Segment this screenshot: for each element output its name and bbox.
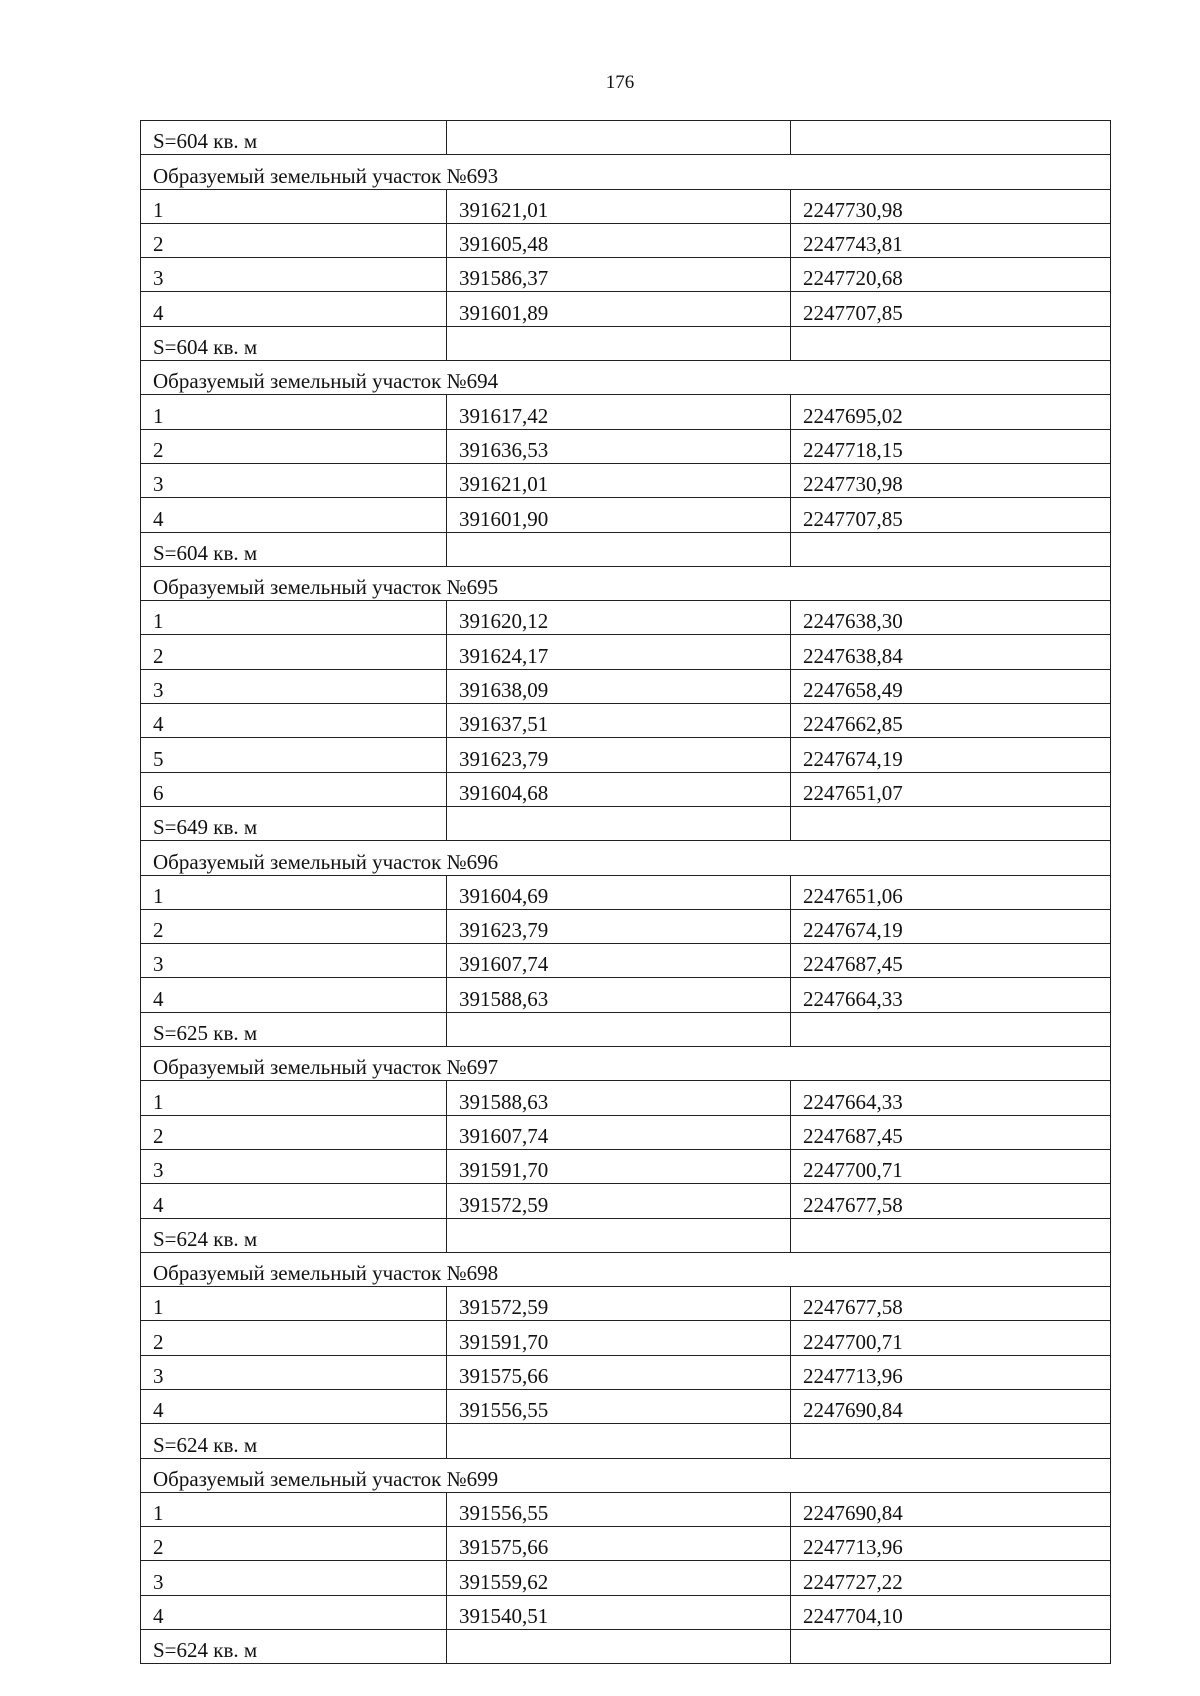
- point-number: 1: [141, 601, 447, 635]
- y-coordinate: 2247718,15: [791, 429, 1111, 463]
- y-coordinate: 2247674,19: [791, 909, 1111, 943]
- page-number: 176: [605, 72, 635, 93]
- coordinates-table-body: [141, 121, 1111, 1664]
- y-coordinate: 2247662,85: [791, 704, 1111, 738]
- y-coordinate: 2247638,30: [791, 601, 1111, 635]
- area-value: S=604 кв. м: [141, 532, 447, 566]
- y-coordinate: 2247651,06: [791, 875, 1111, 909]
- y-coordinate: 2247658,49: [791, 669, 1111, 703]
- y-coordinate: 2247690,84: [791, 1389, 1111, 1423]
- plot-heading-row: [141, 841, 1111, 875]
- coordinate-row: [141, 669, 1111, 703]
- coordinate-row: [141, 1527, 1111, 1561]
- plot-heading-row: [141, 1047, 1111, 1081]
- point-number: 2: [141, 429, 447, 463]
- area-value: S=604 кв. м: [141, 121, 447, 155]
- area-value: S=624 кв. м: [141, 1630, 447, 1664]
- y-coordinate: 2247730,98: [791, 463, 1111, 497]
- plot-heading-row: [141, 566, 1111, 600]
- empty-cell: [791, 1630, 1111, 1664]
- coordinate-row: [141, 223, 1111, 257]
- plot-heading: Образуемый земельный участок №696: [141, 841, 1111, 875]
- x-coordinate: 391607,74: [447, 944, 791, 978]
- empty-cell: [791, 1424, 1111, 1458]
- coordinate-row: [141, 601, 1111, 635]
- coordinate-row: [141, 978, 1111, 1012]
- point-number: 2: [141, 1115, 447, 1149]
- y-coordinate: 2247674,19: [791, 738, 1111, 772]
- point-number: 1: [141, 189, 447, 223]
- coordinate-row: [141, 1287, 1111, 1321]
- point-number: 2: [141, 223, 447, 257]
- point-number: 4: [141, 498, 447, 532]
- area-value: S=604 кв. м: [141, 326, 447, 360]
- y-coordinate: 2247651,07: [791, 772, 1111, 806]
- point-number: 1: [141, 1492, 447, 1526]
- coordinate-row: [141, 1115, 1111, 1149]
- point-number: 2: [141, 1321, 447, 1355]
- coordinate-row: [141, 1595, 1111, 1629]
- y-coordinate: 2247704,10: [791, 1595, 1111, 1629]
- x-coordinate: 391572,59: [447, 1287, 791, 1321]
- y-coordinate: 2247727,22: [791, 1561, 1111, 1595]
- point-number: 4: [141, 1184, 447, 1218]
- empty-cell: [447, 806, 791, 840]
- y-coordinate: 2247690,84: [791, 1492, 1111, 1526]
- y-coordinate: 2247700,71: [791, 1149, 1111, 1183]
- coordinate-row: [141, 498, 1111, 532]
- area-value: S=624 кв. м: [141, 1424, 447, 1458]
- point-number: 3: [141, 944, 447, 978]
- coordinate-row: [141, 1184, 1111, 1218]
- point-number: 5: [141, 738, 447, 772]
- x-coordinate: 391588,63: [447, 978, 791, 1012]
- y-coordinate: 2247707,85: [791, 498, 1111, 532]
- x-coordinate: 391623,79: [447, 909, 791, 943]
- coordinate-row: [141, 1492, 1111, 1526]
- x-coordinate: 391575,66: [447, 1527, 791, 1561]
- y-coordinate: 2247730,98: [791, 189, 1111, 223]
- empty-cell: [791, 532, 1111, 566]
- empty-cell: [447, 1424, 791, 1458]
- plot-heading-row: [141, 155, 1111, 189]
- coordinate-row: [141, 1389, 1111, 1423]
- y-coordinate: 2247700,71: [791, 1321, 1111, 1355]
- point-number: 4: [141, 1595, 447, 1629]
- empty-cell: [447, 121, 791, 155]
- coordinate-row: [141, 1355, 1111, 1389]
- coordinate-row: [141, 292, 1111, 326]
- point-number: 4: [141, 1389, 447, 1423]
- x-coordinate: 391586,37: [447, 258, 791, 292]
- y-coordinate: 2247677,58: [791, 1184, 1111, 1218]
- empty-cell: [791, 806, 1111, 840]
- point-number: 6: [141, 772, 447, 806]
- point-number: 3: [141, 1561, 447, 1595]
- x-coordinate: 391638,09: [447, 669, 791, 703]
- x-coordinate: 391556,55: [447, 1492, 791, 1526]
- coordinate-row: [141, 704, 1111, 738]
- x-coordinate: 391617,42: [447, 395, 791, 429]
- point-number: 4: [141, 978, 447, 1012]
- y-coordinate: 2247677,58: [791, 1287, 1111, 1321]
- coordinate-row: [141, 738, 1111, 772]
- x-coordinate: 391588,63: [447, 1081, 791, 1115]
- point-number: 3: [141, 258, 447, 292]
- point-number: 1: [141, 395, 447, 429]
- x-coordinate: 391572,59: [447, 1184, 791, 1218]
- area-row: [141, 121, 1111, 155]
- coordinate-row: [141, 463, 1111, 497]
- point-number: 1: [141, 1081, 447, 1115]
- area-value: S=624 кв. м: [141, 1218, 447, 1252]
- x-coordinate: 391623,79: [447, 738, 791, 772]
- y-coordinate: 2247713,96: [791, 1527, 1111, 1561]
- y-coordinate: 2247664,33: [791, 1081, 1111, 1115]
- y-coordinate: 2247638,84: [791, 635, 1111, 669]
- point-number: 2: [141, 1527, 447, 1561]
- empty-cell: [791, 1012, 1111, 1046]
- y-coordinate: 2247743,81: [791, 223, 1111, 257]
- x-coordinate: 391637,51: [447, 704, 791, 738]
- x-coordinate: 391556,55: [447, 1389, 791, 1423]
- point-number: 4: [141, 292, 447, 326]
- x-coordinate: 391621,01: [447, 463, 791, 497]
- coordinates-table: [140, 120, 1111, 1664]
- area-value: S=625 кв. м: [141, 1012, 447, 1046]
- area-row: [141, 1012, 1111, 1046]
- coordinate-row: [141, 429, 1111, 463]
- point-number: 3: [141, 669, 447, 703]
- x-coordinate: 391605,48: [447, 223, 791, 257]
- x-coordinate: 391575,66: [447, 1355, 791, 1389]
- area-row: [141, 1424, 1111, 1458]
- plot-heading-row: [141, 361, 1111, 395]
- point-number: 2: [141, 635, 447, 669]
- y-coordinate: 2247687,45: [791, 1115, 1111, 1149]
- coordinate-row: [141, 1149, 1111, 1183]
- coordinate-row: [141, 258, 1111, 292]
- empty-cell: [447, 1218, 791, 1252]
- point-number: 4: [141, 704, 447, 738]
- empty-cell: [791, 121, 1111, 155]
- x-coordinate: 391559,62: [447, 1561, 791, 1595]
- empty-cell: [791, 326, 1111, 360]
- coordinate-row: [141, 1561, 1111, 1595]
- coordinate-row: [141, 875, 1111, 909]
- y-coordinate: 2247720,68: [791, 258, 1111, 292]
- y-coordinate: 2247707,85: [791, 292, 1111, 326]
- area-row: [141, 532, 1111, 566]
- coordinate-row: [141, 1321, 1111, 1355]
- x-coordinate: 391604,68: [447, 772, 791, 806]
- plot-heading: Образуемый земельный участок №694: [141, 361, 1111, 395]
- area-row: [141, 806, 1111, 840]
- coordinate-row: [141, 1081, 1111, 1115]
- coordinate-row: [141, 909, 1111, 943]
- empty-cell: [447, 326, 791, 360]
- coordinate-row: [141, 944, 1111, 978]
- area-row: [141, 326, 1111, 360]
- y-coordinate: 2247713,96: [791, 1355, 1111, 1389]
- x-coordinate: 391620,12: [447, 601, 791, 635]
- area-row: [141, 1218, 1111, 1252]
- x-coordinate: 391601,90: [447, 498, 791, 532]
- x-coordinate: 391621,01: [447, 189, 791, 223]
- x-coordinate: 391591,70: [447, 1321, 791, 1355]
- point-number: 3: [141, 1149, 447, 1183]
- plot-heading: Образуемый земельный участок №698: [141, 1252, 1111, 1286]
- empty-cell: [447, 532, 791, 566]
- plot-heading: Образуемый земельный участок №699: [141, 1458, 1111, 1492]
- y-coordinate: 2247695,02: [791, 395, 1111, 429]
- empty-cell: [447, 1012, 791, 1046]
- point-number: 2: [141, 909, 447, 943]
- y-coordinate: 2247687,45: [791, 944, 1111, 978]
- point-number: 1: [141, 875, 447, 909]
- point-number: 3: [141, 463, 447, 497]
- coordinate-row: [141, 772, 1111, 806]
- point-number: 3: [141, 1355, 447, 1389]
- area-value: S=649 кв. м: [141, 806, 447, 840]
- x-coordinate: 391624,17: [447, 635, 791, 669]
- coordinate-row: [141, 395, 1111, 429]
- x-coordinate: 391604,69: [447, 875, 791, 909]
- coordinate-row: [141, 635, 1111, 669]
- x-coordinate: 391540,51: [447, 1595, 791, 1629]
- empty-cell: [447, 1630, 791, 1664]
- point-number: 1: [141, 1287, 447, 1321]
- x-coordinate: 391601,89: [447, 292, 791, 326]
- plot-heading: Образуемый земельный участок №697: [141, 1047, 1111, 1081]
- plot-heading: Образуемый земельный участок №693: [141, 155, 1111, 189]
- x-coordinate: 391636,53: [447, 429, 791, 463]
- plot-heading-row: [141, 1458, 1111, 1492]
- plot-heading-row: [141, 1252, 1111, 1286]
- area-row: [141, 1630, 1111, 1664]
- y-coordinate: 2247664,33: [791, 978, 1111, 1012]
- x-coordinate: 391607,74: [447, 1115, 791, 1149]
- coordinate-row: [141, 189, 1111, 223]
- empty-cell: [791, 1218, 1111, 1252]
- plot-heading: Образуемый земельный участок №695: [141, 566, 1111, 600]
- x-coordinate: 391591,70: [447, 1149, 791, 1183]
